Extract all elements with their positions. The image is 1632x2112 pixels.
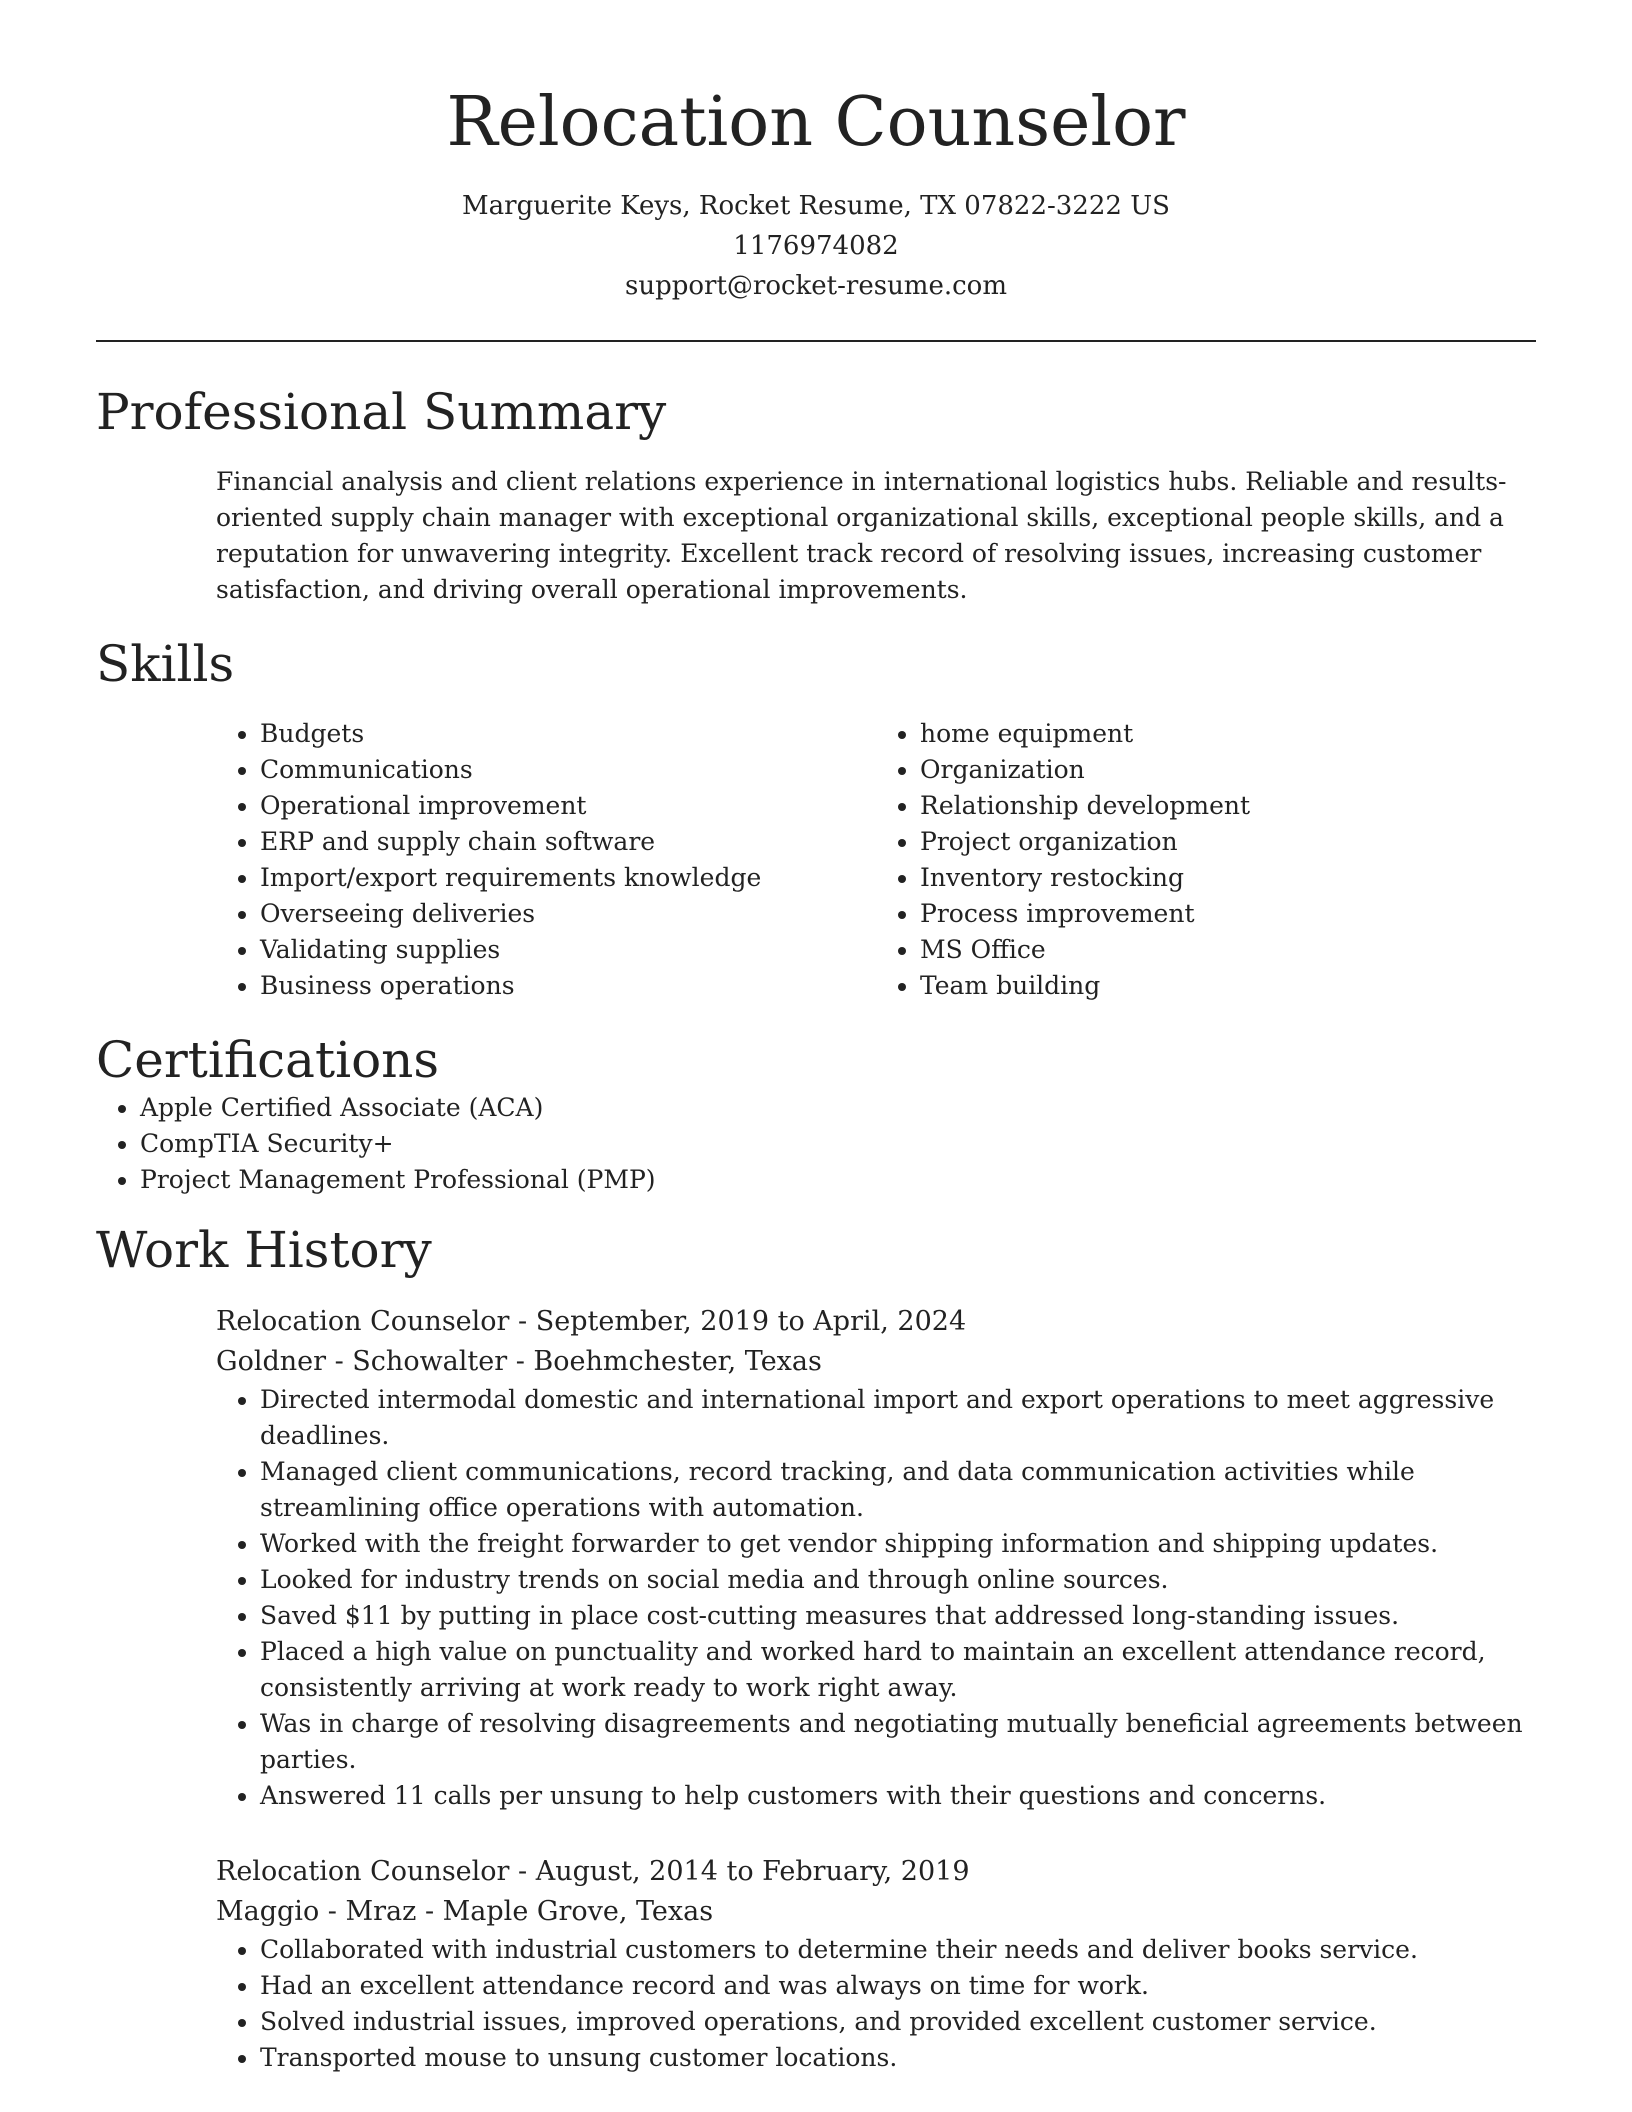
certification-item: • Project Management Professional (PMP) [140,1162,1536,1198]
skill-item: • Process improvement [920,896,1536,932]
certifications-heading: Certifications [96,1031,440,1090]
skill-item: • Budgets [260,716,876,752]
skill-item: • Inventory restocking [920,860,1536,896]
skill-item: • Overseeing deliveries [260,896,876,932]
skill-item: • MS Office [920,932,1536,968]
summary-heading: Professional Summary [96,383,667,442]
certification-item: • CompTIA Security+ [140,1126,1536,1162]
contact-block [96,186,1536,306]
job-title-line: Relocation Counselor - September, 2019 to April, 2024 [216,1306,967,1338]
resume-header [96,0,1536,306]
job-duties-list [216,1382,1536,1814]
job-duty: • Solved industrial issues, improved operations, and provided excellent customer service. [260,2004,1536,2040]
skill-item: • Import/export requirements knowledge [260,860,876,896]
skill-item: • home equipment [920,716,1536,752]
skill-item: • Relationship development [920,788,1536,824]
job-duty: • Looked for industry trends on social media and through online sources. [260,1562,1536,1598]
job-duty: • Directed intermodal domestic and international import and export operations to meet aggressive deadlines. [260,1382,1536,1454]
contact-address: Marguerite Keys, Rocket Resume, TX 07822-3222 US [462,191,1170,222]
skill-item: • Team building [920,968,1536,1004]
certifications-list [96,1090,1536,1198]
job-duty: • Was in charge of resolving disagreements and negotiating mutually beneficial agreements between parties. [260,1706,1536,1778]
job-duty: • Managed client communications, record tracking, and data communication activities while streamlining office operations with automation. [260,1454,1536,1526]
job-duty: • Had an excellent attendance record and was always on time for work. [260,1968,1536,2004]
work-history-heading: Work History [96,1221,432,1280]
summary-text: Financial analysis and client relations experience in international logistics hubs. Reliable and results-oriented supply chain manager with exceptional organizational skills, exceptional people skills, and a reputation for unwavering integrity. Excellent track record of resolving issues, increasing customer satisfaction, and driving overall operational improvements. [216,467,1507,605]
job-title-line: Relocation Counselor - August, 2014 to February, 2019 [216,1856,970,1888]
job-duty: • Placed a high value on punctuality and worked hard to maintain an excellent attendance record, consistently arriving at work ready to work right away. [260,1634,1536,1706]
job-duty: • Collaborated with industrial customers to determine their needs and deliver books service. [260,1932,1536,1968]
skill-item: • Project organization [920,824,1536,860]
job-entry [216,1852,1536,2076]
job-company-line: Goldner - Schowalter - Boehmchester, Texas [216,1346,822,1378]
skills-list-right [876,716,1536,1004]
skills-heading: Skills [96,635,235,694]
skill-item: • Operational improvement [260,788,876,824]
skills-columns [216,716,1536,1004]
job-duty: • Transported mouse to unsung customer locations. [260,2040,1536,2076]
resume-title: Relocation Counselor [446,83,1186,162]
job-duty: • Worked with the freight forwarder to get vendor shipping information and shipping updates. [260,1526,1536,1562]
skill-item: • Organization [920,752,1536,788]
job-duty: • Saved $11 by putting in place cost-cutting measures that addressed long-standing issues. [260,1598,1536,1634]
job-company-line: Maggio - Mraz - Maple Grove, Texas [216,1896,714,1928]
certification-item: • Apple Certified Associate (ACA) [140,1090,1536,1126]
job-duty: • Answered 11 calls per unsung to help customers with their questions and concerns. [260,1778,1536,1814]
header-divider [96,340,1536,342]
job-entry [216,1302,1536,1814]
contact-email: support@rocket-resume.com [624,271,1007,302]
job-duties-list [216,1932,1536,2076]
skill-item: • Validating supplies [260,932,876,968]
skill-item: • Business operations [260,968,876,1004]
skill-item: • ERP and supply chain software [260,824,876,860]
skills-list-left [216,716,876,1004]
skill-item: • Communications [260,752,876,788]
contact-phone: 1176974082 [733,231,899,262]
